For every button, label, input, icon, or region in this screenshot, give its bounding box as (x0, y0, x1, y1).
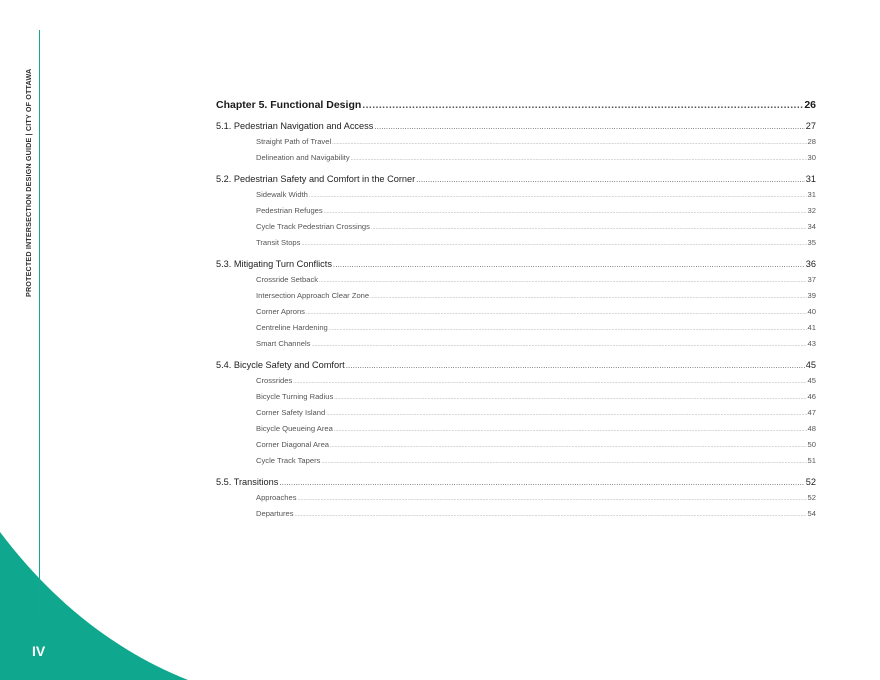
toc-section-entry[interactable] (216, 118, 816, 134)
toc-leader (319, 272, 807, 289)
sidebar-rule (39, 30, 40, 620)
toc-section-entry[interactable] (216, 474, 816, 490)
toc-subsection-label: Delineation and Navigability (256, 153, 350, 162)
toc-subsection-label: Cycle Track Pedestrian Crossings (256, 222, 370, 231)
toc-subsection-label: Crossride Setback (256, 275, 319, 284)
toc-leader (416, 171, 805, 188)
toc-subsection-label: Bicycle Turning Radius (256, 392, 334, 401)
toc-subsection-label: Departures (256, 509, 294, 518)
toc-section-entry[interactable] (216, 171, 816, 187)
toc-leader (370, 288, 806, 305)
toc-subsection-page: 37 (807, 275, 816, 284)
toc-section-label: 5.4. Bicycle Safety and Comfort (216, 360, 345, 370)
toc-subsection-page: 34 (807, 222, 816, 231)
running-title: PROTECTED INTERSECTION DESIGN GUIDE | CITY OF OTTAWA (24, 68, 33, 297)
toc-leader (346, 357, 805, 374)
toc-subsection-label: Sidewalk Width (256, 190, 308, 199)
toc-subsection-page: 28 (807, 137, 816, 146)
toc-subsection-entry[interactable] (216, 453, 816, 469)
toc-leader (321, 453, 806, 470)
toc-subsection-label: Pedestrian Refuges (256, 206, 323, 215)
toc-leader (298, 490, 807, 507)
toc-leader (306, 304, 807, 321)
toc-leader (295, 506, 807, 523)
toc-leader (326, 405, 806, 422)
toc-subsection-page: 35 (807, 238, 816, 247)
toc-subsection-page: 48 (807, 424, 816, 433)
toc-subsection-entry[interactable] (216, 219, 816, 235)
toc-section-page: 45 (805, 360, 816, 370)
toc-leader (309, 187, 807, 204)
toc-subsection-label: Corner Safety Island (256, 408, 326, 417)
toc-leader (330, 437, 807, 454)
toc-subsection-page: 41 (807, 323, 816, 332)
toc-subsection-entry[interactable] (216, 437, 816, 453)
toc-leader (279, 474, 804, 491)
toc-subsection-entry[interactable] (216, 490, 816, 506)
toc-subsection-entry[interactable] (216, 389, 816, 405)
toc-subsection-label: Approaches (256, 493, 297, 502)
toc-leader (301, 235, 806, 252)
toc-subsection-entry[interactable] (216, 405, 816, 421)
toc-leader (329, 320, 807, 337)
toc-leader (332, 134, 806, 151)
toc-subsection-entry[interactable] (216, 288, 816, 304)
toc-subsection-label: Cycle Track Tapers (256, 456, 321, 465)
toc-section-label: 5.2. Pedestrian Safety and Comfort in the Corner (216, 174, 416, 184)
toc-section-page: 52 (805, 477, 816, 487)
toc-subsection-entry[interactable] (216, 336, 816, 352)
toc-sections (216, 118, 816, 522)
toc-chapter-label: Chapter 5. Functional Design (216, 99, 362, 111)
toc-subsection-page: 51 (807, 456, 816, 465)
toc-leader (362, 97, 803, 113)
toc-chapter-entry[interactable] (216, 97, 816, 113)
toc-subsection-entry[interactable] (216, 187, 816, 203)
toc-subsection-entry[interactable] (216, 203, 816, 219)
toc-subsection-page: 40 (807, 307, 816, 316)
toc-leader (374, 118, 804, 135)
toc-subsection-entry[interactable] (216, 373, 816, 389)
toc-subsection-page: 46 (807, 392, 816, 401)
toc-section-entry[interactable] (216, 256, 816, 272)
toc-leader (333, 256, 805, 273)
toc-leader (371, 219, 807, 236)
toc-subsection-page: 47 (807, 408, 816, 417)
toc-subsection-page: 52 (807, 493, 816, 502)
toc-subsection-entry[interactable] (216, 421, 816, 437)
toc-subsection-page: 31 (807, 190, 816, 199)
toc-subsection-entry[interactable] (216, 506, 816, 522)
toc-leader (351, 150, 807, 167)
toc-subsection-label: Bicycle Queueing Area (256, 424, 333, 433)
page-number: IV (32, 643, 46, 659)
toc-subsection-label: Crossrides (256, 376, 293, 385)
toc-chapter-page: 26 (804, 99, 816, 111)
toc-subsection-page: 54 (807, 509, 816, 518)
toc-subsection-label: Smart Channels (256, 339, 311, 348)
toc-section-label: 5.3. Mitigating Turn Conflicts (216, 259, 332, 269)
toc-subsection-label: Intersection Approach Clear Zone (256, 291, 370, 300)
toc-subsection-label: Corner Aprons (256, 307, 305, 316)
toc-subsection-label: Transit Stops (256, 238, 301, 247)
toc-section-entry[interactable] (216, 357, 816, 373)
toc-leader (334, 389, 806, 406)
table-of-contents (216, 97, 816, 522)
toc-subsection-page: 45 (807, 376, 816, 385)
toc-subsection-entry[interactable] (216, 272, 816, 288)
toc-section-page: 27 (805, 121, 816, 131)
toc-subsection-page: 39 (807, 291, 816, 300)
toc-subsection-entry[interactable] (216, 134, 816, 150)
toc-subsection-entry[interactable] (216, 150, 816, 166)
toc-subsection-page: 50 (807, 440, 816, 449)
toc-subsection-page: 43 (807, 339, 816, 348)
toc-section-label: 5.5. Transitions (216, 477, 279, 487)
toc-section-label: 5.1. Pedestrian Navigation and Access (216, 121, 374, 131)
toc-section-page: 31 (805, 174, 816, 184)
toc-subsection-page: 30 (807, 153, 816, 162)
toc-leader (324, 203, 807, 220)
toc-subsection-page: 32 (807, 206, 816, 215)
toc-subsection-label: Centreline Hardening (256, 323, 328, 332)
toc-subsection-label: Straight Path of Travel (256, 137, 332, 146)
toc-subsection-label: Corner Diagonal Area (256, 440, 330, 449)
toc-subsection-entry[interactable] (216, 320, 816, 336)
toc-subsection-entry[interactable] (216, 304, 816, 320)
toc-leader (293, 373, 806, 390)
toc-leader (334, 421, 807, 438)
toc-section-page: 36 (805, 259, 816, 269)
toc-subsection-entry[interactable] (216, 235, 816, 251)
toc-leader (311, 336, 806, 353)
